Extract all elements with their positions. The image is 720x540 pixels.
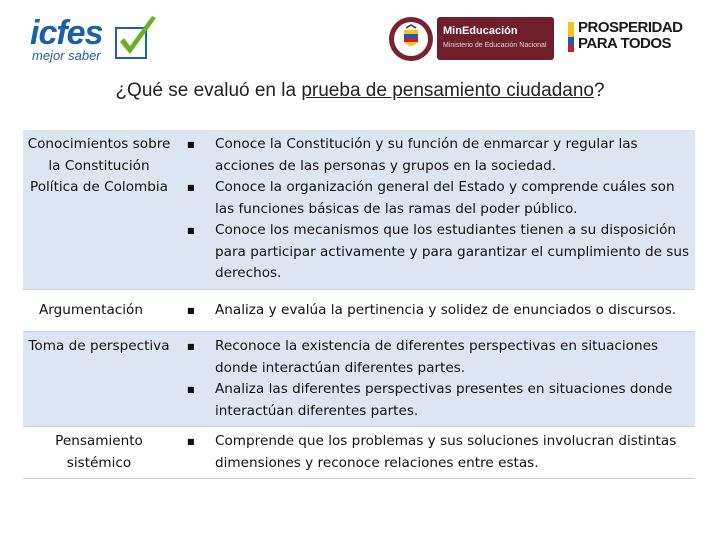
icfes-tagline: mejor saber [32,48,101,63]
mineducacion-subtitle: Ministerio de Educación Nacional [443,42,547,49]
row-category: Toma de perspectiva [28,338,170,354]
item-text: Reconoce la existencia de diferentes perspectivas en situaciones donde interactúan diferentes partes. [215,338,659,376]
prosperidad-logo [568,20,693,56]
table-row [23,427,695,479]
row-category: Pensamiento sistémico [55,433,143,471]
bullet-icon: ■ [187,140,195,149]
icfes-logo [30,14,160,66]
header [0,0,720,75]
item-text: Analiza las diferentes perspectivas presentes en situaciones donde interactúan diferentes partes. [215,381,673,419]
bullet-icon: ■ [187,305,195,315]
item-text: Conoce los mecanismos que los estudiantes tienen a su disposición para participar activamente y para garantizar el cumplimiento de sus derechos. [215,222,690,281]
row-category: Conocimientos sobre la Constitución Política de Colombia [27,136,171,195]
list-item [185,220,691,285]
colombia-flag-icon [568,22,574,52]
row-items [177,289,695,332]
icfes-logo-text: icfes [30,14,103,52]
list-item [185,336,691,379]
page-title [0,80,720,102]
row-items [177,427,695,479]
bullet-icon: ■ [187,385,195,394]
item-text: Analiza y evalúa la pertinencia y solidez de enunciados o discursos. [215,301,677,318]
table-row [23,332,695,427]
row-items [177,332,695,427]
item-text: Conoce la organización general del Estado y comprende cuáles son las funciones básicas de las ramas del poder público. [215,179,675,217]
title-prefix: ¿Qué se evaluó en la [115,80,302,101]
title-underlined: prueba de pensamiento ciudadano [301,80,594,101]
mineducacion-logo [437,17,554,60]
row-category: Argumentación [39,301,143,318]
item-text: Conoce la Constitución y su función de enmarcar y regular las acciones de las personas y grupos en la sociedad. [215,136,638,174]
prosperidad-line1: PROSPERIDAD [578,19,683,36]
mineducacion-title: MinEducación [443,25,518,37]
table-row [23,289,695,332]
colombia-coat-of-arms-icon [388,16,434,62]
list-item [185,300,691,322]
bullet-icon: ■ [187,342,195,351]
list-item [185,177,691,220]
list-item [185,379,691,422]
bullet-icon: ■ [187,183,195,192]
bullet-icon: ■ [187,226,195,235]
row-items [177,130,695,289]
prosperidad-line2: PARA TODOS [578,35,672,52]
prosperidad-text [578,20,683,52]
checkmark-icon [112,14,160,64]
evaluation-table [23,130,695,479]
title-suffix: ? [593,80,605,101]
list-item [185,134,691,177]
bullet-icon: ■ [187,437,195,446]
item-text: Comprende que los problemas y sus soluciones involucran distintas dimensiones y reconoce relaciones entre estas. [215,433,677,471]
list-item [185,431,691,474]
table-row [23,130,695,289]
